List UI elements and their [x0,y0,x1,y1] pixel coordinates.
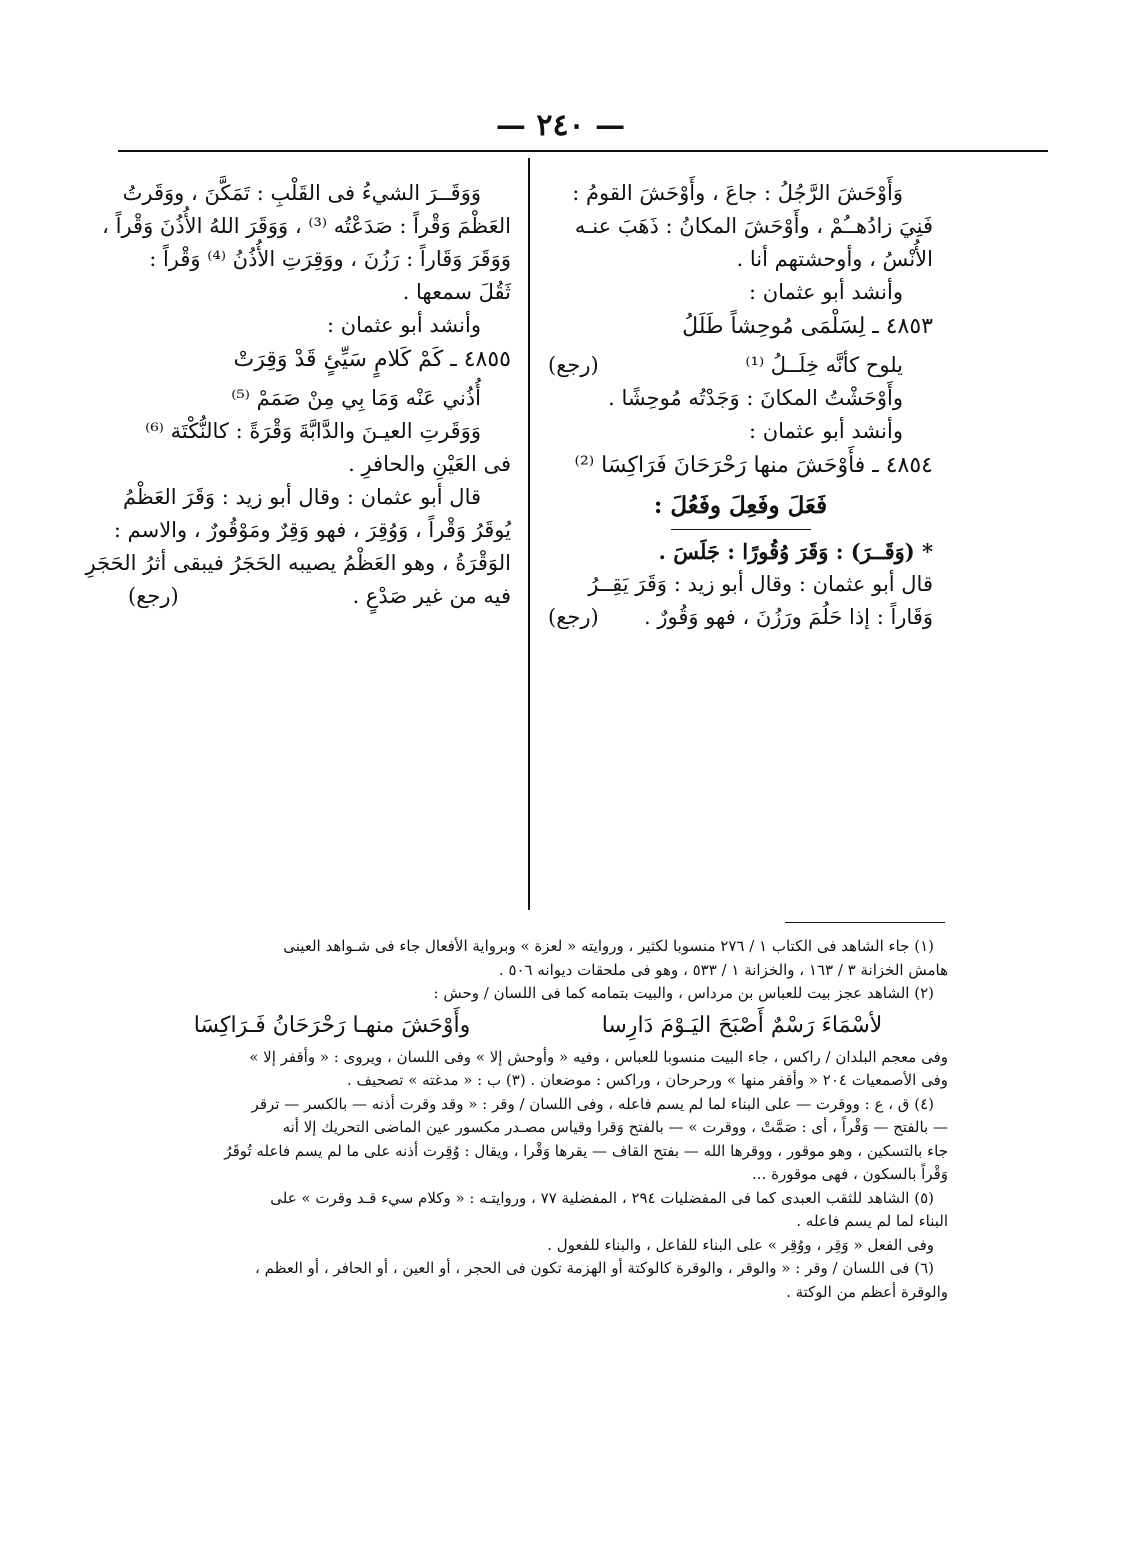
page-number: — ٢٤٠ — [495,108,626,143]
left-column-line [128,383,511,416]
verse-text: ٤٨٥٤ ـ فأَوْحَشَ منها رَحْرَحَانَ فَرَاكِسَا ⁽²⁾ [574,453,933,478]
line-text: فَنِيَ زادُهــُمْ ، وأَوْحَشَ المكانُ : ذَهَبَ عنـه [574,214,933,238]
line-text: وَوَقَرَ وَقَاراً : رَزُنَ ، ووَقِرَتِ الأُذُنُ ⁽⁴⁾ وَقْراً : [149,247,511,271]
line-text: أُذُني عَنْه وَمَا بِي مِنْ صَمَمْ ⁽⁵⁾ [231,386,481,410]
footnote-rule [785,922,945,923]
footnote-line: جاء بالتسكين ، وهو موقور ، ووقرها الله — بفتح القاف — يقرها وَقْرا ، ويقال : وُقِرت أذنه على ما لم يسم فاعله تُوقَرُ [224,1141,948,1160]
left-column [85,178,511,614]
line-text: وأنشد أبو عثمان : [748,280,903,304]
line-text: وَقَاراً : إذا حَلُمَ ورَزُنَ ، فهو وَقُورٌ . [644,605,933,629]
right-column-line [548,244,933,277]
right-column-line [548,383,933,416]
footnotes [128,935,948,1304]
footnote-line: وَقْراً بالسكون ، فهى موقورة ... [752,1165,948,1183]
line-text: وأنشد أبو عثمان : [326,313,481,337]
right-column-line [548,211,933,244]
line-text: يلوح كأنَّه خِلَــلُ ⁽¹⁾ [745,353,903,377]
verse-hemistich: لأسْمَاءَ رَسْمٌ أَصْبَحَ اليَـوْمَ دَارِسا [601,1012,883,1038]
return-tag: (رجع) [548,605,599,629]
return-tag: (رجع) [548,353,599,377]
verse-hemistich: وأَوْحَشَ منهـا رَحْرَحَانُ فَـرَاكِسَا [193,1012,471,1038]
line-text: وَأَوْحَشَ الرَّجُلُ : جاعَ ، وأَوْحَشَ القومُ : [572,181,903,205]
right-column-line [548,416,933,449]
footnote-line: وفى معجم البلدان / راكس ، جاء البيت منسوبا للعباس ، وفيه « وأوحش إلا » وفى اللسان ، ويروى : « وأقفر إلا » [249,1047,948,1066]
line-text: يُوقَرُ وَقْراً ، وَوُقِرَ ، فهو وَقِرٌ ومَوْقُورٌ ، والاسم : [113,518,511,542]
left-column-line [128,416,511,449]
top-rule [118,150,1048,152]
footnote-line: وفى الفعل « وَقِر ، ووُقِر » على البناء للفاعل ، والبناء للفعول . [547,1235,934,1254]
right-column-line [548,449,933,489]
right-column [548,178,933,635]
footnote-line: — بالفتح — وَقْراً ، أى : صَمَّتْ ، ووقرت » — بالفتح وَقرا وقياس مصـدر مكسور عين الماضى التحريك إلا أنه [282,1118,948,1136]
left-column-line [113,515,511,548]
line-text: الوَقْرَةُ ، وهو العَظْمُ يصيبه الحَجَرُ فيبقى أثرُ الحَجَرِ [85,551,511,575]
footnote-line: (٥) الشاهد للثقب العبدى كما فى المفضليات ٢٩٤ ، المفضلية ٧٧ ، وروايتـه : « وكلام سيء قـد وقرت » على [270,1188,934,1207]
right-column-line [548,602,933,635]
right-column-line [548,536,933,569]
section-heading: فَعَلَ وفَعِلَ وفَعُلَ : [653,492,828,519]
left-column-line [128,277,511,310]
line-text: قال أبو عثمان : وقال أبو زيد : وَقَرَ العَظْمُ [123,485,481,509]
footnote-line: البناء لما لم يسم فاعله . [796,1212,948,1230]
return-tag: (رجع) [128,584,179,608]
line-text: العَظْمَ وَقْراً : صَدَعْتُه ⁽³⁾ ، وَوَقَرَ اللهُ الأُذُنَ وَقْراً ، [102,214,511,238]
footnote-line: والوقرة أعظم من الوكتة . [786,1282,948,1301]
footnote-line: هامش الخزانة ٣ / ١٦٣ ، والخزانة ١ / ٥٣٣ ، وهو فى ملحقات ديوانه ٥٠٦ . [498,960,948,979]
left-column-line [85,548,511,581]
line-text: الأُنْسُ ، وأوحشتهم أنا . [736,247,933,271]
right-column-line [548,489,933,529]
left-column-line [102,211,511,244]
line-text: ثَقُلَ سمعها . [402,280,511,304]
line-text: وَوَقَرتِ العيـنَ والدَّابَّةَ وَقْرَةً : كالنُّكْتَة ⁽⁶⁾ [145,419,481,443]
right-column-line [548,350,933,383]
heading-underline [671,529,811,530]
footnote-line: (٤) ق ، ع : ووقرت — على البناء لما لم يسم فاعله ، وفى اللسان / وقر : « وقد وقرت أذنه — بالكسر — ترقر [251,1094,934,1113]
line-text: * (وَقَــرَ) : وَقَرَ وُقُورًا : جَلَسَ . [658,539,933,564]
column-divider [528,158,530,910]
right-column-line [548,277,933,310]
right-column-line [548,569,933,602]
line-text: وأنشد أبو عثمان : [748,419,903,443]
left-column-line [128,581,511,614]
right-column-line [548,310,933,350]
verse-text: ٤٨٥٥ ـ كَمْ كَلامٍ سَيِّئٍ قَدْ وَقِرَتْ [233,347,511,372]
left-column-line [123,482,511,515]
left-column-line [128,310,511,343]
line-text: وأَوْحَشْتُ المكانَ : وَجَدْتُه مُوحِشًا . [608,386,903,410]
left-column-line [128,449,511,482]
left-column-line [128,343,511,383]
verse-text: ٤٨٥٣ ـ لِسَلْمَى مُوحِشاً طَلَلُ [682,314,933,339]
footnote-line: (٢) الشاهد عجز بيت للعباس بن مرداس ، والبيت بتمامه كما فى اللسان / وحش : [433,984,934,1002]
line-text: وَوَقَــرَ الشيءُ فى القَلْبِ : تَمَكَّنَ ، ووَقَرتُ [122,181,481,205]
footnote-line: (٦) فى اللسان / وقر : « والوقر ، والوقرة كالوكتة أو الهزمة تكون فى الحجر ، أو العين ، أو الحافر ، أو العظم ، [255,1259,934,1277]
footnote-line: (١) جاء الشاهد فى الكتاب ١ / ٢٧٦ منسوبا لكثير ، وروايته « لعزة » وبرواية الأفعال جاء فى شـواهد العينى [283,937,934,955]
left-column-line [122,178,511,211]
line-text: فى العَيْنِ والحافرِ . [348,452,511,476]
footnote-line: وفى الأصمعيات ٢٠٤ « وأقفر منها » ورحرحان ، وراكس : موضعان . (٣) ب : « مدغته » تصحيف . [346,1071,948,1089]
footnote-verse [128,1006,948,1046]
right-column-line [548,178,933,211]
line-text: فيه من غير صَدْعٍ . [352,584,511,608]
left-column-line [128,244,511,277]
line-text: قال أبو عثمان : وقال أبو زيد : وَقَرَ يَقِــرُ [588,572,933,596]
